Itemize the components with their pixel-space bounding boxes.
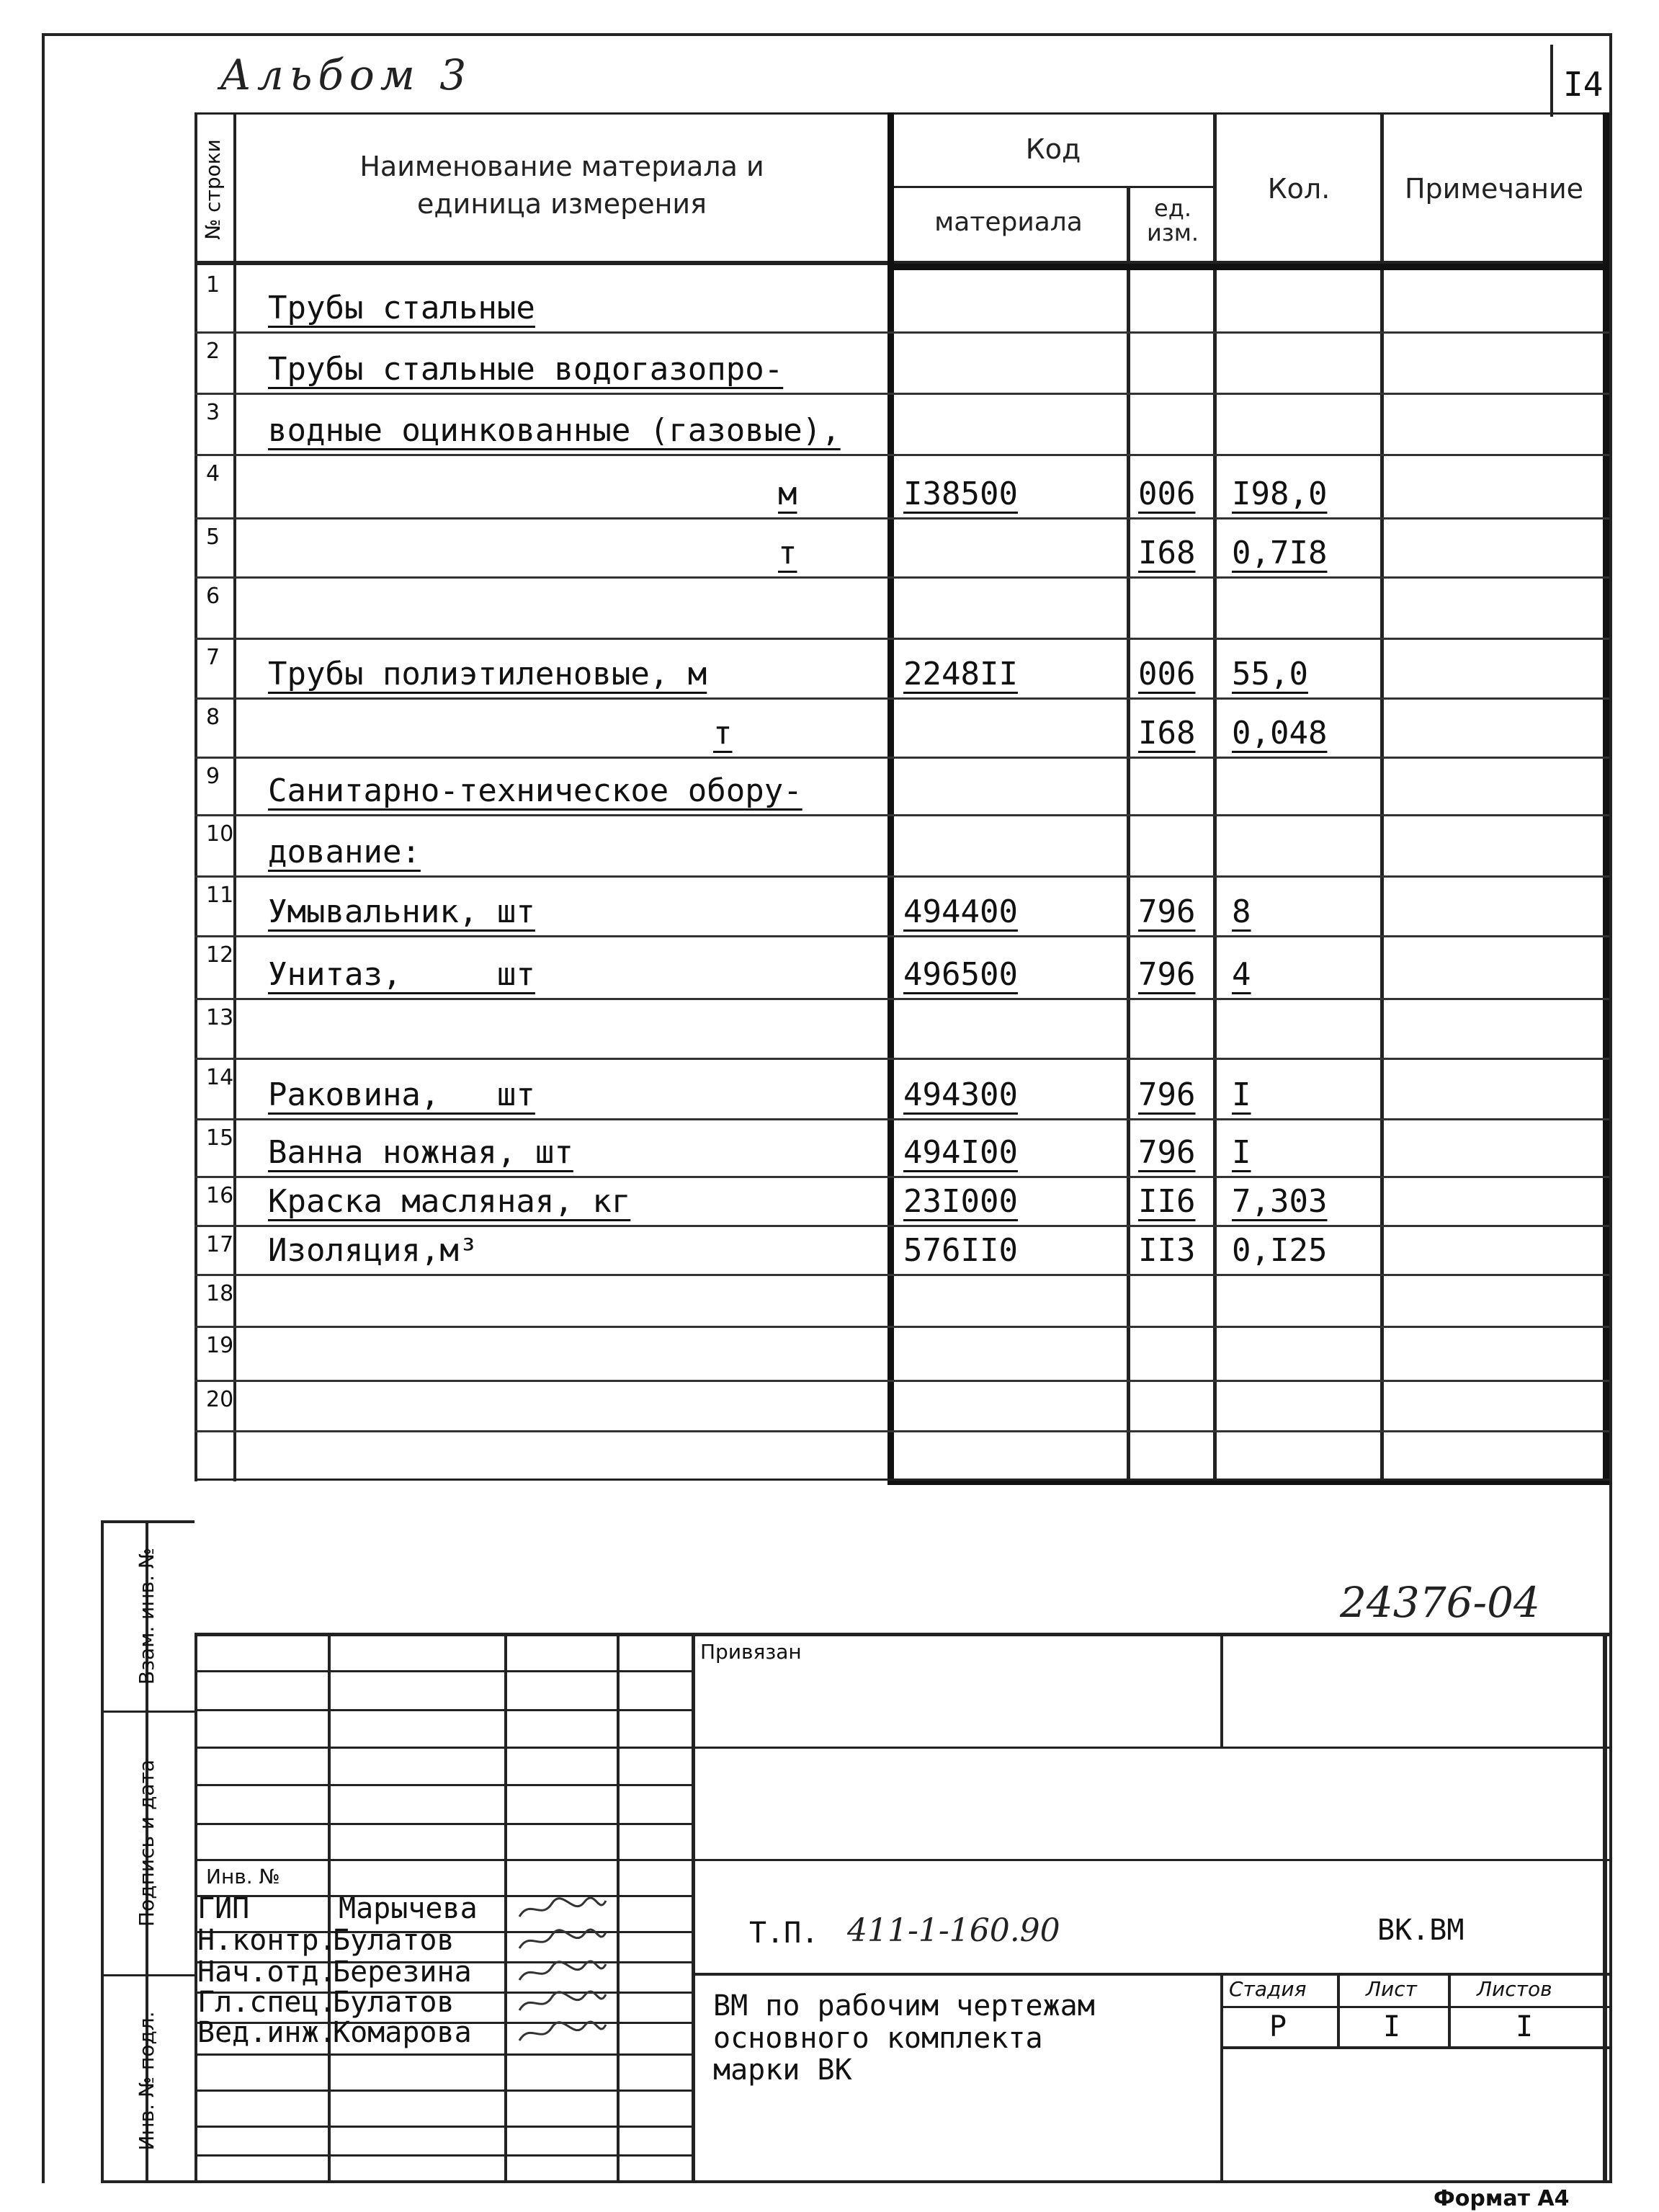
row-unit: I68 — [1138, 535, 1196, 571]
row-number: 1 — [206, 272, 220, 298]
row-number: 18 — [206, 1281, 234, 1306]
code-split-line — [887, 186, 1216, 188]
signature-icon — [516, 1989, 609, 2015]
row-name: водные оцинкованные (газовые), — [268, 412, 841, 449]
title-block-grid-line — [194, 2126, 692, 2128]
row-separator — [194, 1118, 1609, 1120]
row-code: 496500 — [903, 956, 1018, 993]
title-block-grid-line — [194, 2154, 692, 2157]
row-code: 2248II — [903, 656, 1018, 692]
tb-stage-row1 — [1220, 2006, 1609, 2008]
row-name: Ванна ножная, шт — [268, 1134, 573, 1171]
tb-sheet: I — [1383, 2010, 1401, 2043]
row-qty: 7,303 — [1232, 1183, 1328, 1220]
tb-col-4 — [692, 1633, 695, 2183]
tb-stage-col1 — [1337, 1973, 1340, 2049]
signature-icon — [516, 1927, 609, 1953]
row-separator — [194, 1380, 1609, 1382]
row-qty: I — [1232, 1134, 1251, 1171]
page-number: I4 — [1563, 65, 1604, 104]
title-block-grid-line — [194, 1670, 692, 1672]
page-frame-top — [42, 33, 1612, 36]
row-qty: 4 — [1232, 956, 1251, 993]
row-separator — [194, 454, 1609, 456]
signature-icon — [516, 2019, 609, 2045]
row-number: 20 — [206, 1387, 234, 1412]
row-code: 576II0 — [903, 1232, 1018, 1269]
signer-name: Комарова — [333, 2016, 472, 2049]
tb-bottom-line — [194, 2180, 1609, 2183]
row-name: т — [713, 715, 733, 752]
row-unit: II3 — [1138, 1232, 1196, 1269]
row-qty: I98,0 — [1232, 476, 1328, 512]
header-qty: Кол. — [1267, 173, 1331, 205]
row-qty: I — [1232, 1076, 1251, 1113]
title-block-grid-line — [194, 1784, 692, 1786]
qty-col-line — [1380, 112, 1384, 1481]
header-row-no: № строки — [201, 139, 225, 240]
row-code: 23I000 — [903, 1183, 1018, 1220]
row-separator — [194, 1058, 1609, 1060]
doc-number: 24376-04 — [1340, 1578, 1540, 1627]
title-block-grid-line — [194, 1823, 692, 1825]
side-podpis: Подпись и дата — [135, 1760, 158, 1927]
header-code-material: материала — [934, 208, 1083, 237]
lower-top-line — [194, 1479, 1609, 1481]
row-qty: 0,048 — [1232, 715, 1328, 752]
tb-col-3 — [617, 1633, 620, 2183]
row-code: 494I00 — [903, 1134, 1018, 1171]
tb-privyazan: Привязан — [700, 1640, 802, 1664]
side-vzam: Взам. инв. № — [135, 1547, 158, 1685]
side-inv-podl: Инв. № подл. — [135, 2011, 158, 2151]
tb-sheets-label: Листов — [1477, 1977, 1552, 2001]
row-number: 5 — [206, 525, 220, 550]
row-qty: 0,I25 — [1232, 1232, 1328, 1269]
row-separator — [194, 814, 1609, 816]
page-frame-right — [1609, 33, 1612, 2183]
row-separator — [194, 1176, 1609, 1178]
signer-name: Марычева — [339, 1892, 478, 1925]
row-separator — [194, 331, 1609, 334]
row-separator — [194, 1326, 1609, 1328]
tb-stage-row2 — [1220, 2046, 1609, 2049]
signer-role: Н.контр. — [197, 1924, 336, 1957]
row-name: Умывальник, шт — [268, 893, 535, 930]
table-left-border — [194, 112, 197, 1481]
tb-tp-number: 411-1-160.90 — [847, 1912, 1060, 1949]
title-block-grid-line — [194, 1859, 692, 1861]
table-top-line — [194, 112, 1609, 115]
row-separator — [194, 638, 1609, 640]
page-frame-left — [42, 33, 45, 2183]
row-unit: 796 — [1138, 1076, 1196, 1113]
row-separator — [194, 393, 1609, 395]
tb-col-1 — [328, 1633, 331, 2183]
signer-role: Вед.инж. — [197, 2016, 336, 2049]
row-number: 14 — [206, 1065, 234, 1090]
table-right-border — [1603, 112, 1609, 1481]
row-name: Краска масляная, кг — [268, 1183, 631, 1220]
row-number: 4 — [206, 461, 220, 486]
tb-inv-no: Инв. № — [206, 1865, 280, 1888]
tb-title-line — [692, 1973, 1609, 1976]
tb-top-line — [194, 1633, 1609, 1636]
tb-stage-split — [1220, 1973, 1223, 2183]
row-name: Изоляция,м³ — [268, 1232, 478, 1269]
tb-right-border — [1603, 1633, 1607, 2183]
name-col-line — [887, 112, 894, 1481]
tb-stage-col2 — [1448, 1973, 1451, 2049]
tb-privyazan-split — [1220, 1633, 1223, 1747]
row-separator — [194, 517, 1609, 519]
row-name: дование: — [268, 834, 421, 870]
row-number: 15 — [206, 1125, 234, 1151]
tb-stage: Р — [1269, 2010, 1287, 2043]
row-unit: 796 — [1138, 893, 1196, 930]
row-number: 6 — [206, 584, 220, 609]
row-code: 494300 — [903, 1076, 1018, 1113]
row-name: Санитарно-техническое обору- — [268, 772, 802, 809]
row-unit: II6 — [1138, 1183, 1196, 1220]
body-top-thick — [887, 264, 1609, 270]
row-number: 8 — [206, 705, 220, 730]
signer-name: Булатов — [333, 1924, 455, 1957]
tb-mid-line — [692, 1859, 1609, 1861]
row-qty: 55,0 — [1232, 656, 1308, 692]
row-separator — [194, 697, 1609, 700]
row-separator — [194, 1430, 1609, 1432]
signer-role: Нач.отд. — [197, 1955, 336, 1989]
tb-sheets: I — [1516, 2010, 1534, 2043]
row-number: 9 — [206, 764, 220, 789]
row-qty: 8 — [1232, 893, 1251, 930]
row-number: 3 — [206, 400, 220, 425]
format-label: Формат А4 — [1434, 2186, 1570, 2211]
row-unit: I68 — [1138, 715, 1196, 752]
rownum-col-line — [233, 112, 236, 1481]
row-name: Раковина, шт — [268, 1076, 535, 1113]
tb-sheet-label: Лист — [1366, 1977, 1417, 2001]
header-name: Наименование материала и единица измерения — [359, 151, 764, 220]
row-name: Трубы полиэтиленовые, м — [268, 656, 707, 692]
signature-icon — [516, 1895, 609, 1921]
title-block-grid-line — [194, 1709, 692, 1711]
signer-role: Гл.спец. — [197, 1986, 336, 2019]
title-block-grid-line — [194, 2090, 692, 2092]
row-number: 16 — [206, 1183, 234, 1208]
tb-stage-label: Стадия — [1229, 1977, 1307, 2001]
row-separator — [194, 757, 1609, 759]
tb-title-1: ВМ по рабочим чертежам — [713, 1989, 1095, 2023]
signer-name: Булатов — [333, 1986, 455, 2019]
row-code: 494400 — [903, 893, 1018, 930]
row-number: 2 — [206, 339, 220, 364]
tb-mark: ВК.ВМ — [1377, 1914, 1465, 1947]
row-name: Трубы стальные водогазопро- — [268, 351, 784, 388]
row-qty: 0,7I8 — [1232, 535, 1328, 571]
row-unit: 796 — [1138, 956, 1196, 993]
row-unit: 006 — [1138, 656, 1196, 692]
row-separator — [194, 1225, 1609, 1227]
row-number: 11 — [206, 883, 234, 908]
unit-col-line — [1213, 112, 1217, 1481]
tb-privyazan-bottom — [692, 1747, 1609, 1749]
signer-name: Березина — [333, 1955, 472, 1989]
row-separator — [194, 1274, 1609, 1276]
row-unit: 796 — [1138, 1134, 1196, 1171]
header-code-unit: ед. изм. — [1146, 195, 1199, 246]
row-name: Трубы стальные — [268, 290, 535, 326]
tb-tp-prefix: Т.П. — [749, 1917, 819, 1950]
row-separator — [194, 875, 1609, 878]
row-number: 17 — [206, 1232, 234, 1257]
row-name: м — [778, 476, 797, 512]
header-note: Примечание — [1404, 173, 1584, 205]
tb-title-2: основного комплекта — [713, 2022, 1043, 2055]
row-code: I38500 — [903, 476, 1018, 512]
album-label: Альбом 3 — [220, 50, 473, 99]
signer-role: ГИП — [197, 1892, 250, 1925]
title-block-grid-line — [194, 2053, 692, 2056]
row-name: Унитаз, шт — [268, 956, 535, 993]
row-unit: 006 — [1138, 476, 1196, 512]
signature-icon — [516, 1958, 609, 1984]
header-code: Код — [1025, 133, 1081, 165]
row-number: 12 — [206, 942, 234, 968]
row-number: 19 — [206, 1333, 234, 1358]
row-name: т — [778, 535, 797, 571]
row-number: 10 — [206, 821, 234, 847]
row-separator — [194, 935, 1609, 937]
row-number: 7 — [206, 645, 220, 670]
tb-title-3: марки ВК — [713, 2053, 852, 2087]
row-number: 13 — [206, 1005, 234, 1030]
tb-col-2 — [504, 1633, 507, 2183]
row-separator — [194, 998, 1609, 1000]
row-separator — [194, 576, 1609, 579]
title-block-grid-line — [194, 1747, 692, 1749]
material-col-line — [1127, 186, 1130, 1481]
